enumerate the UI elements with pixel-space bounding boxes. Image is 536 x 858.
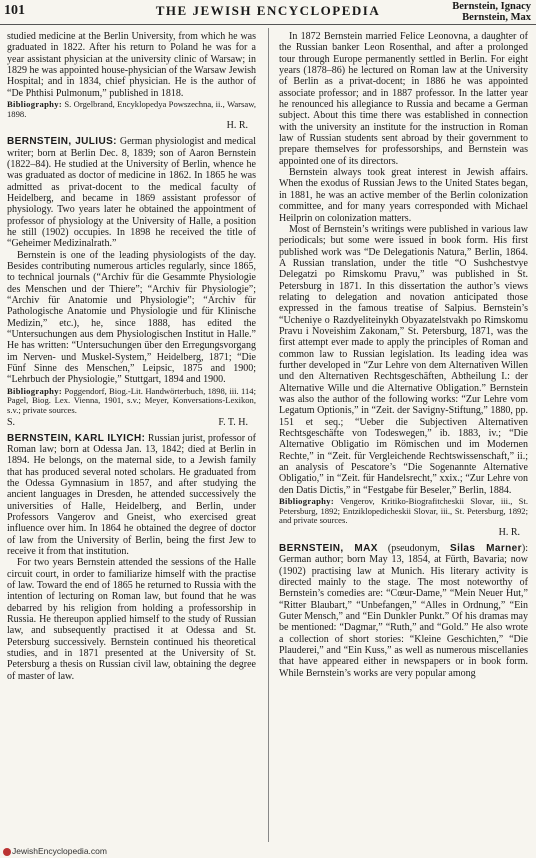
signature-julius bbox=[7, 417, 256, 429]
running-head bbox=[452, 1, 531, 23]
karl-paragraph-4: Bernstein always took great interest in Jewish affairs. When the exodus of Russian Jews to the United States began, in 1881, he was an active member of the Berlin colonization committee, and for many years corresponded with Michael Heilprin on colonization matters. bbox=[279, 167, 528, 224]
ignacy-continuation: studied medicine at the Berlin University, from which he was graduated in 1822. After his return to Poland he was for a year assistant physician at the university clinic of Warsaw; in 1829 he was appointed house-physician of the Warsaw Jewish Hospital; and in 1834, chief physician. He is the author of “De Phthisi Pulmonum,” published in 1818. bbox=[7, 31, 256, 99]
page-number: 101 bbox=[4, 3, 25, 18]
author-initials: H. R. bbox=[226, 120, 248, 132]
running-head-line-2: Bernstein, Max bbox=[462, 12, 531, 23]
source-footer[interactable] bbox=[3, 846, 107, 856]
article-julius bbox=[7, 136, 256, 249]
bibliography-label: Bibliography: bbox=[7, 99, 62, 110]
bibliography-ignacy bbox=[7, 100, 256, 119]
running-head-line-1: Bernstein, Ignacy bbox=[452, 1, 531, 12]
bibliography-label: Bibliography: bbox=[279, 496, 334, 507]
bibliography-julius bbox=[7, 387, 256, 416]
initial-left: S. bbox=[7, 416, 16, 428]
bibliography-text: Vengerov, Kritiko-Biografitcheskii Slovar, iii., St. Petersburg, 1892; Entziklopedicheskii Slovar, iii., St. Petersburg, 1892; and private sources. bbox=[279, 496, 528, 526]
journal-title: THE JEWISH ENCYCLOPEDIA bbox=[155, 3, 381, 18]
bibliography-label: Bibliography: bbox=[7, 385, 62, 396]
article-heading-karl: BERNSTEIN, KARL ILYICH: bbox=[7, 432, 146, 444]
source-logo-icon bbox=[3, 848, 11, 856]
max-pseudonym: Silas Marner bbox=[450, 542, 522, 554]
signature-karl bbox=[279, 527, 528, 539]
column-divider bbox=[268, 28, 269, 842]
julius-paragraph-2: Bernstein is one of the leading physiologists of the day. Besides contributing numerous articles regularly, since 1865, to technical journals (“Archiv für die Gesammte Physiologie des Menschen und der Thiere”; “Archiv für Physiologie”; “Archiv für Anatomie und Physiologie”; “Archiv für Pathologische Anatomie und Physiologie und für Klinische Medizin,” etc.), he, since 1888, has edited the “Untersuchungen aus dem Physiologischen Institut in Halle.” He has written: “Untersuchungen über den Erregungsvorgang im Nerven- und Muskel-System,” Heidelberg, 1871; “Die Fünf Sinne des Menschen,” Leipsic, 1875 and 1900; “Lehrbuch der Physiologie,” Stuttgart, 1894 and 1900. bbox=[7, 249, 256, 386]
karl-paragraph-2: For two years Bernstein attended the sessions of the Halle circuit court, in order to familiarize himself with the practise of law. Toward the end of 1865 he returned to Russia with the intention of lecturing on Roman law, but found that he was debarred by his religion from holding a professorship in Russia. He thereupon applied himself to the study of Russian law, and subsequently practised it at Odessa and St. Petersburg successively. Bernstein continued his theoretical studies, and in 1871 presented at the University of St. Petersburg a thesis on Russian civil law, obtaining the degree of master of law. bbox=[7, 557, 256, 682]
article-heading-julius: BERNSTEIN, JULIUS: bbox=[7, 136, 117, 148]
article-karl bbox=[7, 433, 256, 558]
page-header bbox=[0, 0, 536, 25]
karl-paragraph-5: Most of Bernstein’s writings were published in various law periodicals; but some were issued in book form. His first published work was “De Delegationis Natura,” Berlin, 1864. A Russian translation, under the title “O Sushchestvye Delegatzi po Rimskomu Pravu,” was published in St. Petersburg in 1871. In this dissertation the author’s views relating to delegation and novation anticipated those expressed in the famous treatise of Salpius. Bernstein’s “Ucheniye o Razdyeliteinykh Obyazatelstvakh po Rimskomu Pravu i Noveishim Zakonam,” St. Petersburg, 1871, was the first attempt ever made to apply the principles of Roman and common law to Russian legislation. Its leading idea was further developed in “Zur Lehre von dem Alternativen Willen und den Alternativen Rechtsgeschäften, Abtheilung I.: der Alternative Wille und die Alternative Obligation.” Bernstein was also the author of the following works: “Zur Lehre vom Legatum Optionis,” in “Zeit. der Savigny-Stiftung,” 1880, pp. 151 et seq.; “Ueber die Subjectiven Alternativen Rechtsgeschäfte von Todeswegen,” ib. 1883, iv.; “Die Alternative Obligatio im Römischen und im Modernen Rechte,” in “Zeit. für Vergleichende Rechtswissenschaft,” ii.; an analysis of Pescatore’s “Die Sogenannte Alternative Obligatio,” in “Zeit. für Handelsrecht,” xxix.; “Zur Lehre von den Datis Dictis,” in “Festgabe für Beseler,” Berlin, 1884. bbox=[279, 223, 528, 496]
bibliography-karl bbox=[279, 497, 528, 526]
article-heading-max: BERNSTEIN, MAX bbox=[279, 542, 378, 554]
left-column bbox=[7, 31, 256, 682]
article-max bbox=[279, 543, 528, 679]
author-initials: H. R. bbox=[498, 526, 520, 538]
right-column bbox=[279, 31, 528, 679]
julius-paragraph-1: German physiologist and medical writer; born at Berlin Dec. 8, 1839; son of Aaron Bernstein (1822–84). He studied at the University of Berlin, whence he was graduated as doctor of medicine in 1862. In 1865 he was admitted as privat-docent to the medical faculty of Heidelberg, and became in 1869 assistant professor of physiology. Two years later he obtained the appointment of professor of physiology at the University of Halle, a position he still (1902) occupies. In 1898 he received the title of “Geheimer Medizinalrath.” bbox=[7, 136, 256, 250]
signature-ignacy bbox=[7, 120, 256, 132]
author-initials: F. T. H. bbox=[218, 416, 248, 428]
bibliography-text: S. Orgelbrand, Encyklopedya Powszechna, ii., Warsaw, 1898. bbox=[7, 99, 256, 119]
karl-paragraph-3: In 1872 Bernstein married Felice Leonovna, a daughter of the Russian banker Leon Rosenthal, and after a prolonged tour through Europe permanently settled in Berlin. For eight years (1878–86) he lectured on Roman law at the University of Berlin as a privat-docent; in 1886 he was appointed associate professor; and in 1887 professor. In the latter year he renounced his allegiance to Russia and became a German subject. About this time there was established in connection with the university an institute for the instruction in Roman law of Russian students sent abroad by their government to prepare themselves for professorships, and Bernstein was appointed one of its directors. bbox=[279, 31, 528, 167]
max-pseudonym-lead: (pseudonym, bbox=[387, 542, 440, 554]
bibliography-text: Poggendorf, Biog.-Lit. Handwörterbuch, 1898, iii. 114; Pagel, Biog. Lex. Vienna, 1901, s.v.; Meyer, Konversations-Lexikon, s.v.; private sources. bbox=[7, 385, 256, 415]
karl-paragraph-1: Russian jurist, professor of Roman law; born at Odessa Jan. 13, 1842; died at Berlin in 1894. He belongs, on the maternal side, to a Jewish family that has produced several noted scholars. He graduated from the Odessa Gymnasium in 1857, and after studying the ancient languages in Dresden, he attended successively the universities of Halle, Heidelberg, and Berlin, under Professors Vangerov and Gneist, who exercised great influence over him. In 1864 he obtained the degree of doctor of law from the University of Berlin, being the first Jew to receive it from that institution. bbox=[7, 432, 256, 558]
source-link[interactable]: JewishEncyclopedia.com bbox=[12, 846, 107, 856]
max-paragraph-1: ): German author; born May 13, 1854, at Fürth, Bavaria; now (1902) practising law at Munich. His literary activity is directed mainly to the stage. The most noteworthy of Bernstein’s comedies are: “Cœur-Dame,” “Mein Neuer Hut,” “Ritter Blaubart,” “Unbefangen,” “Alles in Ordnung,” “Ein Guter Mensch,” and “Ein Dunkler Punkt.” Of his dramas may be mentioned: “Dagmar,” “Ruth,” and “Gold.” He also wrote a collection of short stories: “Kleine Geschichten,” “Die Plauderei,” and “Ein Kuss,” as well as numerous miscellanies that have appeared either in newspapers or in book form. While Bernstein’s works are very popular among bbox=[279, 542, 529, 679]
